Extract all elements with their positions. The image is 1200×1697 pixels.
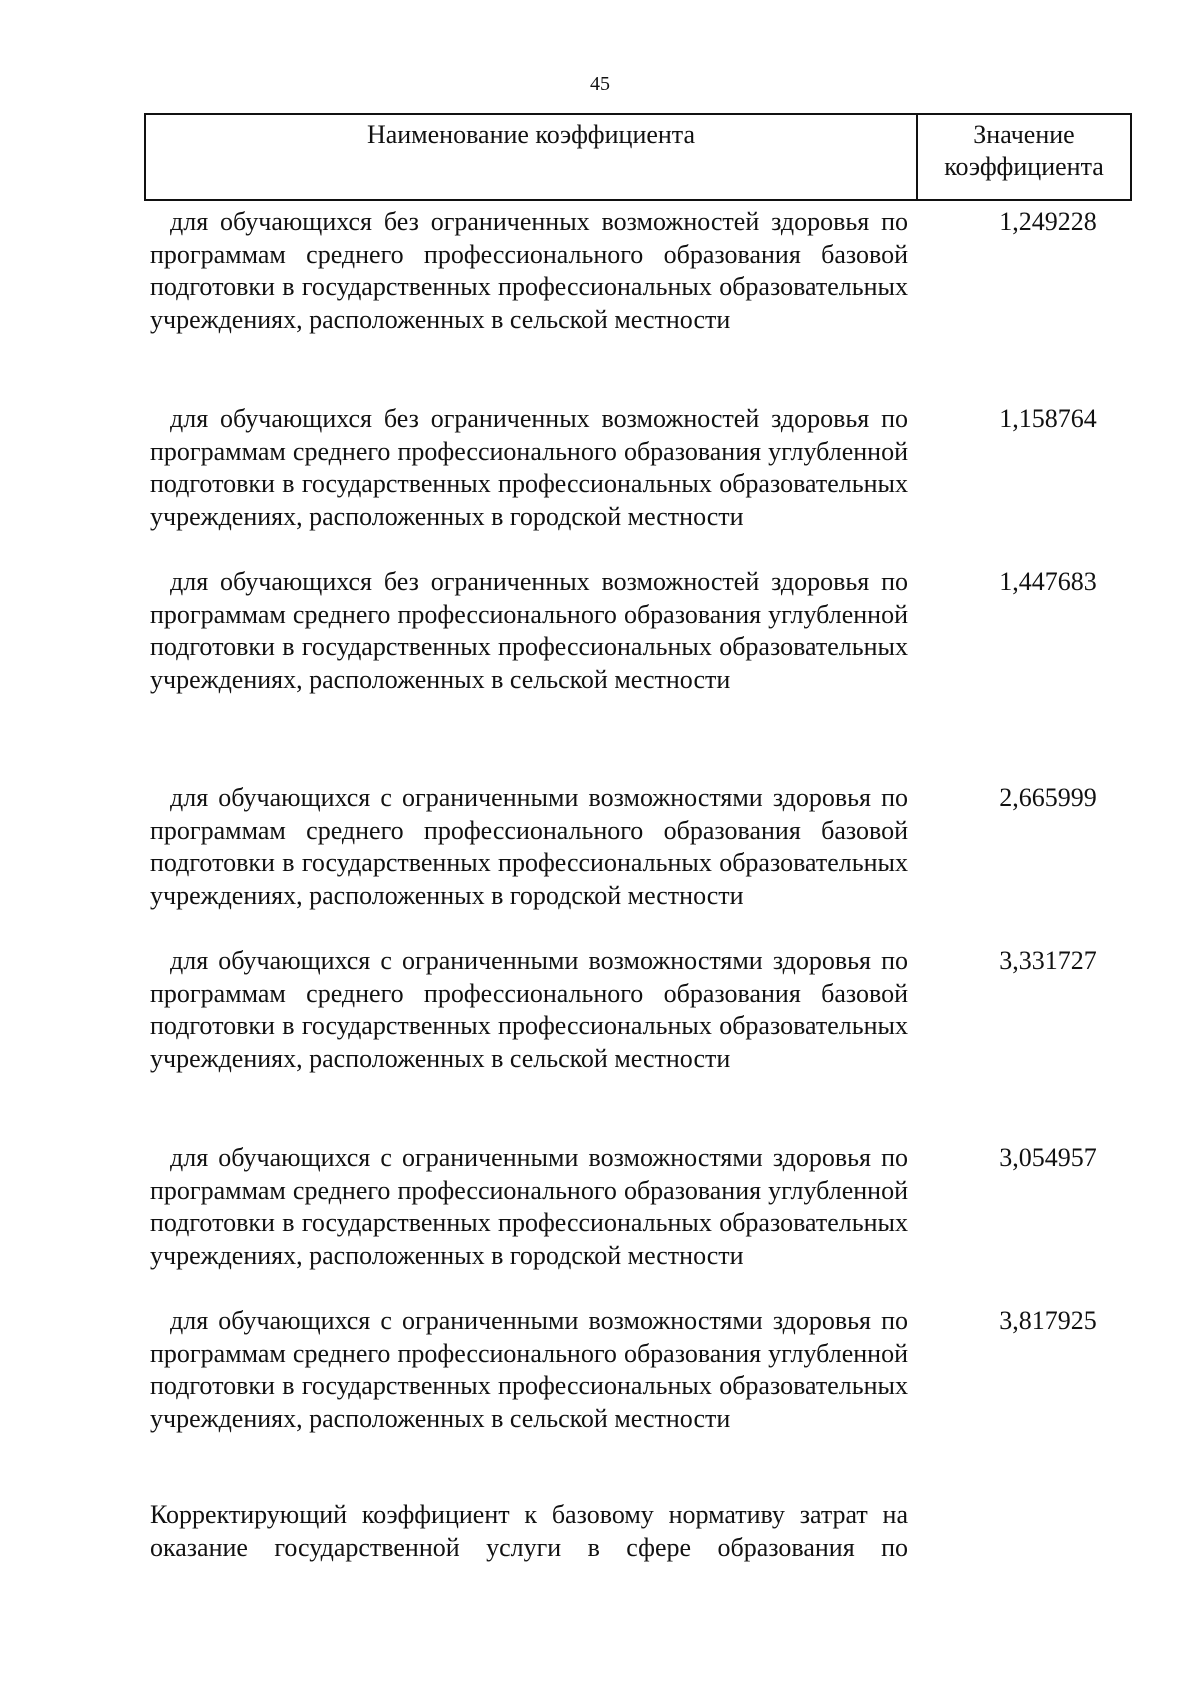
coefficient-value: 1,158764 — [999, 404, 1097, 433]
coefficient-value: 3,817925 — [999, 1306, 1097, 1335]
coefficient-description: для обучающихся без ограниченных возможностей здоровья по программам среднего профессионального образования углубленной подготовки в государственных профессиональных образовательных учреждениях, расположенных в городской местности — [150, 404, 908, 531]
coefficient-description: для обучающихся с ограниченными возможностями здоровья по программам среднего профессионального образования базовой подготовки в государственных профессиональных образовательных учреждениях, расположенных в сельской местности — [150, 946, 908, 1073]
coefficient-description: для обучающихся без ограниченных возможностей здоровья по программам среднего профессионального образования углубленной подготовки в государственных профессиональных образовательных учреждениях, расположенных в сельской местности — [150, 567, 908, 694]
column-header-name: Наименование коэффициента — [146, 115, 918, 199]
coefficient-description: для обучающихся с ограниченными возможностями здоровья по программам среднего профессионального образования углубленной подготовки в государственных профессиональных образовательных учреждениях, расположенных в сельской местности — [150, 1306, 908, 1433]
coefficient-description: для обучающихся с ограниченными возможностями здоровья по программам среднего профессионального образования базовой подготовки в государственных профессиональных образовательных учреждениях, расположенных в городской местности — [150, 783, 908, 910]
coefficient-value: 3,331727 — [999, 946, 1097, 975]
table-header — [144, 113, 1132, 201]
coefficient-description: для обучающихся с ограниченными возможностями здоровья по программам среднего профессионального образования углубленной подготовки в государственных профессиональных образовательных учреждениях, расположенных в городской местности — [150, 1143, 908, 1270]
coefficient-value: 3,054957 — [999, 1143, 1097, 1172]
coefficient-value: 1,447683 — [999, 567, 1097, 596]
column-header-value: Значение коэффициента — [944, 120, 1104, 181]
coefficient-description: для обучающихся без ограниченных возможностей здоровья по программам среднего профессионального образования базовой подготовки в государственных профессиональных образовательных учреждениях, расположенных в сельской местности — [150, 207, 908, 334]
coefficient-value: 1,249228 — [999, 207, 1097, 236]
coefficient-value: 2,665999 — [999, 783, 1097, 812]
closing-paragraph: Корректирующий коэффициент к базовому нормативу затрат на оказание государственной услуги в сфере образования по — [150, 1500, 908, 1562]
page-number: 45 — [590, 73, 610, 95]
